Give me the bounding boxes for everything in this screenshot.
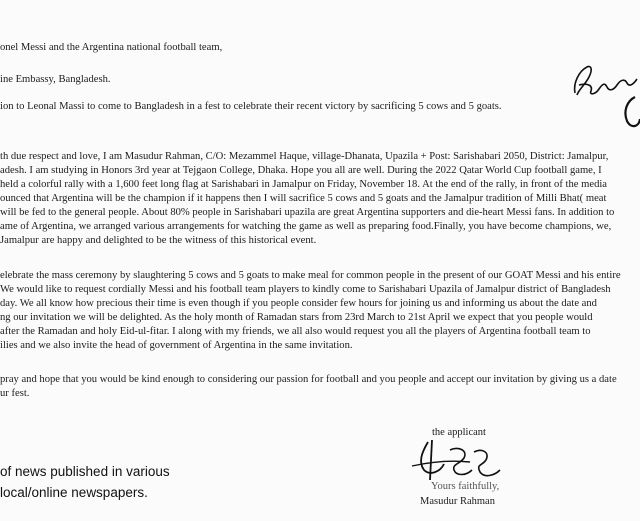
paragraph-line: ame of Argentina, we arranged various arrangements for watching the game as well as preparing food.Finally, you have become champions, we, bbox=[0, 221, 612, 232]
caption-line-1: of news published in various bbox=[0, 464, 170, 479]
handwritten-signature-icon bbox=[410, 436, 520, 486]
recipient-line: onel Messi and the Argentina national football team, bbox=[0, 42, 223, 53]
subject-line: ion to Leonal Massi to come to Bangladesh in a fest to celebrate their recent victory by sacrificing 5 cows and 5 goats. bbox=[0, 101, 502, 112]
margin-autograph-icon bbox=[565, 55, 640, 145]
paragraph-line: Jamalpur are happy and delighted to be the witness of this historical event. bbox=[0, 235, 317, 246]
paragraph-line: will be fed to the general people. About 80% people in Sarishabari upazila are great Argentina supporters and die-heart Messi fans. In addition to bbox=[0, 207, 615, 218]
paragraph-line: ur fest. bbox=[0, 388, 30, 399]
closing-line: Yours faithfully, bbox=[431, 481, 500, 492]
via-line: ine Embassy, Bangladesh. bbox=[0, 74, 111, 85]
paragraph-line: ounced that Argentina will be the champion if it happens then I will sacrifice 5 cows and 5 goats and the Jamalpur tradition of Milli Bhat( meat bbox=[0, 193, 607, 204]
paragraph-line: held a colorful rally with a 1,600 feet long flag at Sarishabari in Jamalpur on Friday, November 18. At the end of the rally, in front of the media bbox=[0, 179, 608, 190]
paragraph-line: ilies and we also invite the head of government of Argentina in the same invitation. bbox=[0, 340, 353, 351]
paragraph-line: ng our invitation we will be delighted. As the holy month of Ramadan stars from 23rd March to 21st April we expect that you people would bbox=[0, 312, 593, 323]
paragraph-line: day. We all know how precious their time is even though if you people consider few hours for joining us and informing us about the date and bbox=[0, 298, 597, 309]
paragraph-line: elebrate the mass ceremony by slaughtering 5 cows and 5 goats to make meal for common people in the present of our GOAT Messi and his entire bbox=[0, 270, 621, 281]
paragraph-line: pray and hope that you would be kind enough to considering our passion for football and you people and accept our invitation by giving us a date bbox=[0, 374, 617, 385]
paragraph-line: th due respect and love, I am Masudur Rahman, C/O: Mezammel Haque, village-Dhanata, Upazila + Post: Sarishabari 2050, District: Jamalpur, bbox=[0, 151, 609, 162]
caption-line-2: local/online newspapers. bbox=[0, 485, 148, 500]
paragraph-line: adesh. I am studying in Honors 3rd year at Tejgaon College, Dhaka. Hope you all are well. During the 2022 Qatar World Cup football game, I bbox=[0, 165, 602, 176]
paragraph-line: We would like to request cordially Messi and his football team players to kindly come to Sarishabari Upazila of Jamalpur district of Bangladesh bbox=[0, 284, 611, 295]
applicant-label: the applicant bbox=[432, 427, 486, 438]
paragraph-line: after the Ramadan and holy Eid-ul-fitar. I along with my friends, we all also would request you all the players of Argentina football team to bbox=[0, 326, 591, 337]
applicant-name: Masudur Rahman bbox=[420, 496, 495, 507]
